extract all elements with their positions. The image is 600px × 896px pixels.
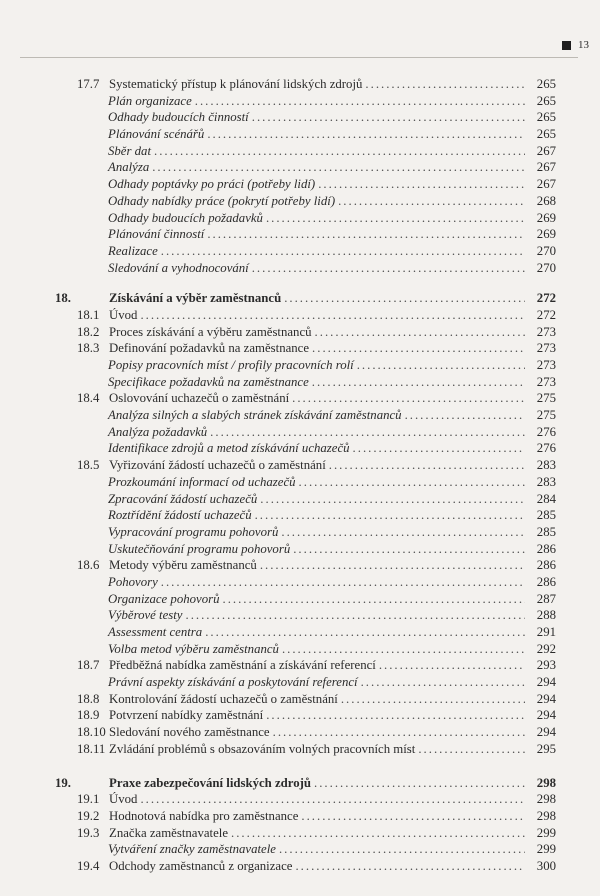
toc-entry-number: 19.4 [77,858,100,873]
toc-entry-title-line [108,357,556,374]
header-rule [20,57,578,58]
toc-entry-title-line [108,841,556,858]
dot-leader [140,791,525,808]
toc-entry-title-line [108,607,556,624]
toc-entry-title: Assessment centra [108,625,203,639]
chapter-spacer [0,758,600,775]
toc-entry-title: Plánování scénářů [108,127,205,142]
dot-leader [329,457,525,474]
toc-entry-title-line [109,340,556,357]
toc-entry-title-line [108,474,556,491]
toc-entry[interactable] [0,841,600,858]
toc-entry-page: 273 [536,341,556,356]
toc-entry-title-line [108,574,556,591]
toc-entry[interactable] [0,126,600,143]
toc-entry-page: 265 [536,93,556,108]
running-header [0,38,600,58]
toc-entry[interactable] [0,76,600,93]
toc-entry[interactable] [0,143,600,160]
toc-entry-title: Specifikace požadavků na zaměstnance [108,374,309,389]
toc-entry-title-line [109,307,556,324]
toc-entry-title: Plán organizace [108,93,192,108]
dot-leader [365,76,525,93]
toc-entry-title-line [109,775,556,792]
toc-entry[interactable] [0,574,600,591]
toc-entry-title: Sběr dat [108,143,152,158]
toc-entry-title: Pohovory [108,574,158,589]
toc-entry-title-line [109,858,556,875]
toc-entry-title: Uskutečňování programu pohovorů [108,541,291,556]
toc-entry-title-line [108,541,556,558]
toc-entry-number: 18.3 [77,341,100,356]
toc-entry-title: Hodnotová nabídka pro zaměstnance [109,808,299,823]
toc-entry-page: 288 [536,608,556,623]
dot-leader [357,357,525,374]
toc-entry-title: Úvod [109,307,138,322]
toc-entry-number: 18.2 [77,324,100,339]
chapter-spacer [0,276,600,290]
toc-entry[interactable] [0,808,600,825]
toc-entry-title-line [109,707,556,724]
toc-entry-page: 269 [536,227,556,242]
toc-entry-page: 270 [536,260,556,275]
toc-entry-title-line [108,143,556,160]
toc-entry-title-line [108,591,556,608]
dot-leader [353,440,525,457]
dot-leader [154,143,525,160]
toc-entry[interactable] [0,210,600,227]
toc-entry-title: Odhady budoucích požadavků [108,210,263,225]
dot-leader [318,176,525,193]
toc-entry-title: Vypracování programu pohovorů [108,524,279,539]
dot-leader [210,424,525,441]
dot-leader [231,825,525,842]
toc-entry-page: 276 [536,441,556,456]
toc-entry-title: Právní aspekty získávání a poskytování referencí [108,675,358,690]
toc-entry-page: 298 [536,808,556,823]
dot-leader [266,707,525,724]
toc-entry-page: 267 [536,143,556,158]
toc-entry-page: 268 [536,193,556,208]
toc-entry[interactable] [0,474,600,491]
toc-entry-title-line [109,290,556,307]
toc-entry[interactable] [0,557,600,574]
toc-entry-title-line [108,674,556,691]
toc-entry-title: Proces získávání a výběru zaměstnanců [109,324,312,339]
table-of-contents [0,76,600,875]
toc-entry[interactable] [0,374,600,391]
toc-entry-title: Odhady nabídky práce (pokrytí potřeby lidí) [108,193,336,208]
toc-entry-page: 265 [536,127,556,142]
dot-leader [207,126,525,143]
toc-entry-title-line [108,424,556,441]
dot-leader [223,591,526,608]
dot-leader [299,474,525,491]
toc-entry-title-line [108,176,556,193]
dot-leader [341,691,525,708]
toc-entry-page: 273 [536,374,556,389]
toc-entry-page: 285 [536,508,556,523]
toc-entry-page: 267 [536,160,556,175]
toc-entry-title-line [109,76,556,93]
toc-entry[interactable] [0,607,600,624]
toc-entry-page: 285 [536,524,556,539]
toc-entry[interactable] [0,193,600,210]
toc-entry-title: Oslovování uchazečů o zaměstnání [109,391,290,406]
toc-entry-number: 18.10 [77,725,106,740]
toc-entry-title-line [109,825,556,842]
toc-entry-title: Identifikace zdrojů a metod získávání uchazečů [108,441,350,456]
toc-entry-title-line [108,524,556,541]
toc-entry-page: 299 [536,825,556,840]
toc-entry-page: 287 [536,591,556,606]
toc-entry-title-line [109,724,556,741]
toc-entry-title-line [108,210,556,227]
toc-entry-page: 299 [536,842,556,857]
toc-entry-title: Analýza požadavků [108,424,208,439]
toc-entry[interactable] [0,641,600,658]
toc-entry[interactable] [0,324,600,341]
toc-entry-page: 284 [536,491,556,506]
toc-entry-page: 286 [536,558,556,573]
toc-entry-number: 18.4 [77,391,100,406]
toc-entry[interactable] [0,507,600,524]
toc-entry-number: 18.5 [77,458,100,473]
toc-entry[interactable] [0,176,600,193]
toc-entry-page: 294 [536,691,556,706]
toc-entry[interactable] [0,691,600,708]
toc-entry-number: 18. [55,291,71,306]
toc-entry[interactable] [0,109,600,126]
toc-entry-title: Praxe zabezpečování lidských zdrojů [109,775,312,790]
toc-entry-title: Předběžná nabídka zaměstnání a získávání referencí [109,658,376,673]
toc-entry-page: 273 [536,324,556,339]
dot-leader [152,159,525,176]
toc-entry-page: 272 [536,291,556,306]
dot-leader [195,93,525,110]
dot-leader [312,374,525,391]
toc-entry-page: 265 [536,110,556,125]
dot-leader [338,193,525,210]
toc-entry[interactable] [0,307,600,324]
toc-entry-number: 18.9 [77,708,100,723]
toc-entry-title: Prozkoumání informací od uchazečů [108,474,296,489]
toc-entry-title: Systematický přístup k plánování lidských zdrojů [109,77,363,91]
dot-leader [301,808,525,825]
toc-entry-title: Odchody zaměstnanců z organizace [109,858,293,873]
toc-entry[interactable] [0,243,600,260]
toc-entry[interactable] [0,541,600,558]
toc-entry-page: 270 [536,243,556,258]
toc-entry-page: 293 [536,658,556,673]
toc-entry-page: 300 [536,858,556,873]
dot-leader [252,109,525,126]
dot-leader [293,541,525,558]
dot-leader [284,290,525,307]
toc-entry[interactable] [0,858,600,875]
toc-entry-title: Metody výběru zaměstnanců [109,558,257,573]
dot-leader [252,260,525,277]
toc-entry-number: 19.1 [77,792,100,807]
toc-entry-page: 295 [536,741,556,756]
toc-entry-number: 18.6 [77,558,100,573]
toc-entry-title: Odhady poptávky po práci (potřeby lidí) [108,177,316,192]
dot-leader [186,607,526,624]
toc-entry-title-line [109,808,556,825]
dot-leader [292,390,525,407]
toc-entry-page: 294 [536,725,556,740]
toc-entry-title-line [108,407,556,424]
toc-entry-title-line [108,624,556,641]
toc-entry-page: 286 [536,541,556,556]
toc-entry-title: Vyřizování žádostí uchazečů o zaměstnání [109,458,326,473]
toc-entry-page: 265 [536,77,556,91]
toc-entry[interactable] [0,791,600,808]
toc-entry-number: 18.7 [77,658,100,673]
dot-leader [281,524,525,541]
page-number: 13 [578,39,589,51]
dot-leader [279,841,525,858]
toc-entry-number: 19.3 [77,825,100,840]
dot-leader [260,557,525,574]
toc-entry-title: Značka zaměstnavatele [109,825,229,840]
toc-entry-title: Definování požadavků na zaměstnance [109,341,310,356]
dot-leader [282,641,525,658]
toc-entry-title-line [109,691,556,708]
toc-entry-page: 275 [536,391,556,406]
dot-leader [161,243,525,260]
toc-entry-page: 267 [536,177,556,192]
toc-entry-title: Sledování a vyhodnocování [108,260,249,275]
toc-entry-title-line [109,324,556,341]
dot-leader [207,226,525,243]
toc-entry-page: 286 [536,574,556,589]
toc-entry-title-line [108,226,556,243]
toc-entry-title-line [108,260,556,277]
toc-entry-title: Kontrolování žádostí uchazečů o zaměstnání [109,691,338,706]
toc-entry-title: Analýza [108,160,150,175]
toc-entry-title-line [109,557,556,574]
toc-entry[interactable] [0,390,600,407]
toc-entry-title: Sledování nového zaměstnance [109,725,270,740]
dot-leader [315,324,525,341]
toc-entry-number: 19.2 [77,808,100,823]
toc-entry-title-line [108,93,556,110]
toc-entry[interactable] [0,741,600,758]
toc-entry-title: Organizace pohovorů [108,591,220,606]
dot-leader [260,491,525,508]
toc-chapter-entry[interactable] [0,775,600,792]
dot-leader [205,624,525,641]
toc-entry[interactable] [0,340,600,357]
dot-leader [405,407,525,424]
dot-leader [418,741,525,758]
dot-leader [255,507,525,524]
toc-entry-page: 298 [536,775,556,790]
toc-entry-title: Výběrové testy [108,608,183,623]
dot-leader [314,775,525,792]
toc-entry-title-line [108,159,556,176]
toc-entry-title-line [108,243,556,260]
toc-entry-title-line [108,507,556,524]
toc-entry-page: 273 [536,358,556,372]
toc-entry-page: 294 [536,708,556,723]
toc-entry-title: Plánování činností [108,227,205,242]
toc-entry[interactable] [0,524,600,541]
toc-entry-title-line [108,641,556,658]
toc-entry[interactable] [0,260,600,277]
toc-entry[interactable] [0,724,600,741]
toc-entry-title-line [108,491,556,508]
toc-entry-page: 292 [536,641,556,656]
toc-entry-title-line [108,440,556,457]
toc-entry[interactable] [0,624,600,641]
dot-leader [379,657,525,674]
toc-entry-page: 283 [536,474,556,489]
dot-leader [161,574,525,591]
toc-entry-title: Vytváření značky zaměstnavatele [108,842,276,857]
toc-entry-title-line [109,657,556,674]
toc-entry-title-line [109,791,556,808]
toc-entry[interactable] [0,357,600,374]
toc-entry-title-line [109,457,556,474]
toc-entry-page: 294 [536,675,556,690]
toc-entry[interactable] [0,491,600,508]
dot-leader [312,340,525,357]
toc-entry-title: Zvládání problémů s obsazováním volných pracovních míst [109,741,416,756]
toc-entry-title: Potvrzení nabídky zaměstnání [109,708,264,723]
toc-entry-title: Popisy pracovních míst / profily pracovních rolí [108,358,354,372]
toc-entry-title: Roztřídění žádostí uchazečů [108,508,252,523]
toc-entry-title: Zpracování žádostí uchazečů [108,491,258,506]
dot-leader [140,307,525,324]
toc-entry-title-line [108,126,556,143]
toc-entry-number: 18.11 [77,741,106,756]
toc-entry[interactable] [0,159,600,176]
toc-entry[interactable] [0,657,600,674]
toc-entry-number: 18.8 [77,691,100,706]
dot-leader [361,674,525,691]
dot-leader [266,210,525,227]
toc-entry[interactable] [0,93,600,110]
toc-entry[interactable] [0,591,600,608]
toc-entry-page: 275 [536,408,556,423]
toc-entry-title-line [108,374,556,391]
toc-entry-number: 18.1 [77,307,100,322]
toc-entry-page: 283 [536,458,556,473]
toc-entry-title-line [108,109,556,126]
toc-entry[interactable] [0,457,600,474]
toc-entry-title: Úvod [109,792,138,807]
toc-entry-title-line [109,390,556,407]
toc-entry-title: Volba metod výběru zaměstnanců [108,641,279,656]
toc-entry[interactable] [0,825,600,842]
toc-entry-title: Analýza silných a slabých stránek získávání zaměstnanců [108,408,402,423]
toc-entry-title: Získávání a výběr zaměstnanců [109,291,282,306]
toc-entry-title: Odhady budoucích činností [108,110,249,125]
header-square-icon [562,41,571,50]
toc-entry[interactable] [0,674,600,691]
toc-entry-page: 272 [536,307,556,322]
toc-entry-number: 17.7 [77,77,100,91]
toc-entry[interactable] [0,226,600,243]
toc-entry-title: Realizace [108,243,158,258]
toc-entry-number: 19. [55,775,71,790]
toc-entry-page: 276 [536,424,556,439]
toc-entry-title-line [108,193,556,210]
toc-entry-page: 291 [536,625,556,639]
dot-leader [295,858,525,875]
toc-entry-title-line [109,741,556,758]
toc-chapter-entry[interactable] [0,290,600,307]
toc-entry-page: 298 [536,792,556,807]
toc-entry-page: 269 [536,210,556,225]
dot-leader [273,724,525,741]
toc-entry[interactable] [0,440,600,457]
toc-entry[interactable] [0,407,600,424]
toc-entry[interactable] [0,707,600,724]
toc-entry[interactable] [0,424,600,441]
